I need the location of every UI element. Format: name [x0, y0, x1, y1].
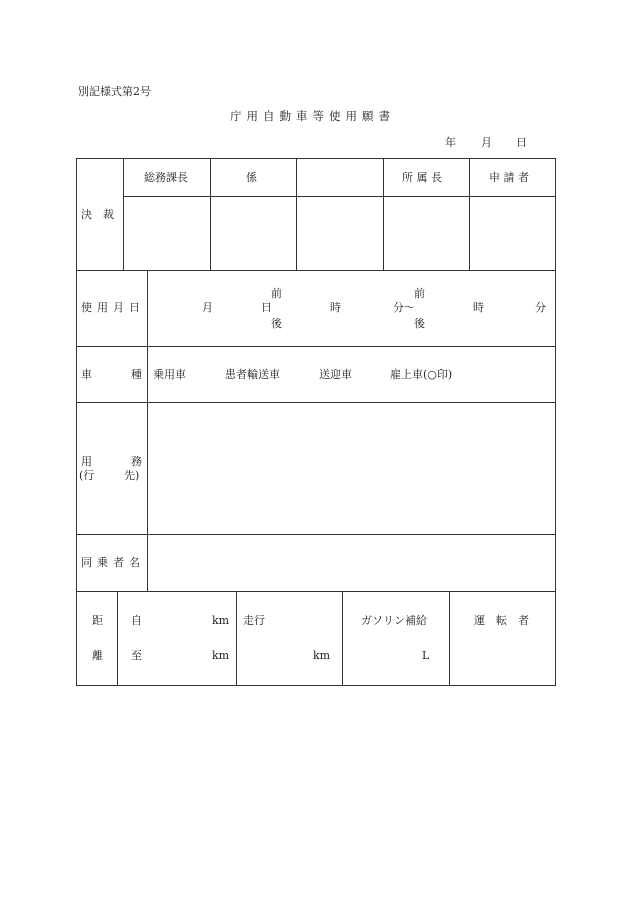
approval-header-department-head: 所 属 長 [402, 171, 442, 184]
form-number: 別記様式第2号 [78, 85, 151, 98]
vehicle-option-shuttle: 送迎車 [319, 368, 352, 381]
start-minute-range-label: 分〜 [393, 301, 415, 314]
vehicle-label-second: 種 [131, 368, 142, 381]
start-am-marker: 前 [271, 287, 282, 300]
passengers-label: 同乗者名 [81, 556, 145, 569]
approval-header-staff: 係 [246, 171, 257, 184]
destination-label-first: (行 [79, 469, 95, 482]
gasoline-unit: L [422, 649, 430, 662]
distance-from-unit: km [212, 614, 230, 627]
approval-header-applicant: 申 請 者 [489, 171, 529, 184]
distance-from-label: 自 [131, 614, 142, 627]
start-hour-label: 時 [330, 301, 341, 314]
distance-to-unit: km [212, 649, 230, 662]
usage-month-label: 月 [202, 301, 213, 314]
usage-date-label: 使用月日 [81, 301, 145, 314]
destination-label-second: 先) [124, 469, 140, 482]
end-minute-label: 分 [535, 301, 546, 314]
date-day-label: 日 [516, 136, 527, 149]
mileage-label: 走行 [243, 614, 265, 627]
vehicle-option-hired-car: 雇上車(○印) [390, 368, 453, 381]
document-title: 庁用自動車等使用願書 [230, 109, 395, 123]
mileage-unit: km [313, 649, 331, 662]
vehicle-option-passenger-car: 乗用車 [153, 368, 186, 381]
distance-to-label: 至 [131, 649, 142, 662]
gasoline-refill-label: ガソリン補給 [361, 614, 427, 627]
date-year-label: 年 [445, 136, 456, 149]
vehicle-option-patient-transport: 患者輸送車 [225, 368, 280, 381]
driver-label: 運 転 者 [474, 614, 529, 627]
purpose-label-first: 用 [81, 455, 92, 468]
date-month-label: 月 [481, 136, 492, 149]
end-hour-label: 時 [473, 301, 484, 314]
vehicle-label-first: 車 [81, 368, 92, 381]
end-am-marker: 前 [414, 287, 425, 300]
approval-label: 決 裁 [81, 208, 114, 221]
distance-label-first: 距 [92, 614, 103, 627]
distance-label-second: 離 [92, 649, 103, 662]
end-pm-marker: 後 [414, 317, 425, 330]
purpose-label-second: 務 [131, 455, 142, 468]
usage-day-label: 日 [261, 301, 272, 314]
approval-header-general-affairs-chief: 総務課長 [144, 171, 188, 184]
start-pm-marker: 後 [271, 317, 282, 330]
